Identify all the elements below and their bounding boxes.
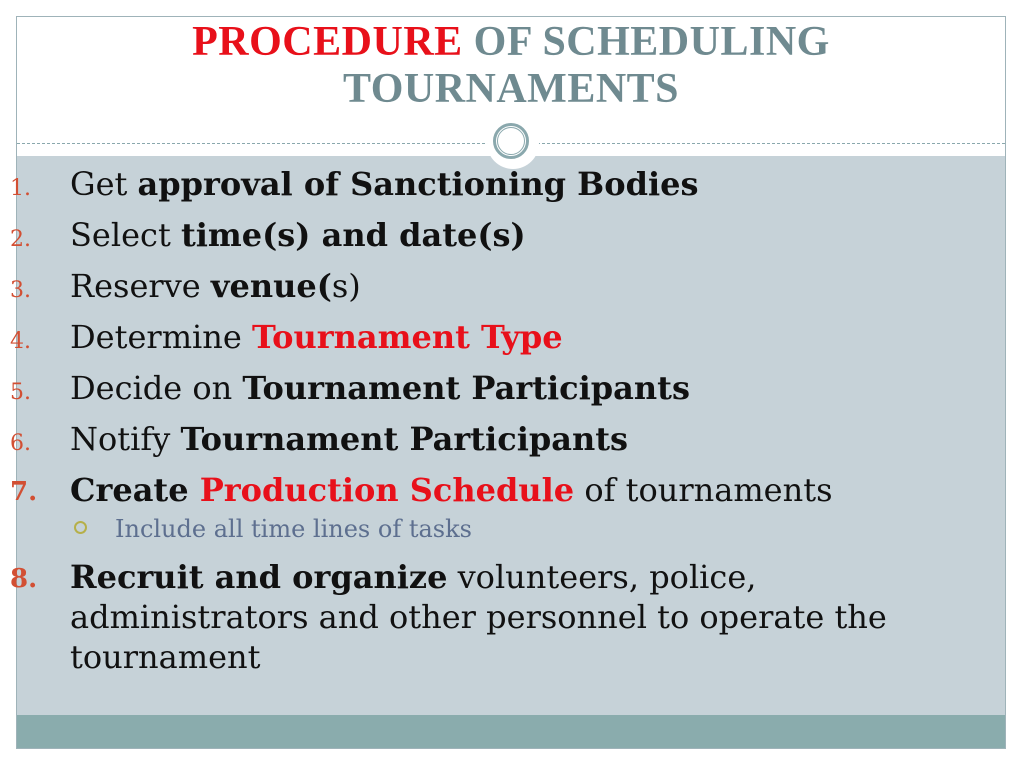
list-item-4 [0, 319, 1000, 356]
item-bold: Tournament Participants [242, 369, 690, 407]
item-text: Select [70, 216, 181, 254]
title-highlight: PROCEDURE [192, 19, 463, 65]
item-number: 8. [10, 564, 38, 594]
item-text: Decide on [70, 369, 243, 407]
item-highlight: Tournament Type [251, 318, 563, 356]
slide-title [17, 19, 1005, 113]
item-number: 6. [10, 431, 31, 456]
item-number: 3. [10, 278, 31, 303]
item-bold: Create [70, 471, 200, 509]
item-text-post: of tournaments [574, 471, 833, 509]
title-rest-line1: OF SCHEDULING [462, 19, 830, 65]
item-bold: time(s) and date(s) [180, 216, 526, 254]
list-item-7 [0, 472, 1000, 509]
item-text-post: s) [331, 267, 361, 305]
sub-item-text: Include all time lines of tasks [115, 515, 472, 543]
list-item-1 [0, 166, 1000, 203]
circle-bullet-icon [74, 521, 87, 534]
item-number: 5. [10, 380, 31, 405]
item-number: 7. [10, 477, 38, 507]
item-bold: Tournament Participants [180, 420, 629, 458]
list-item-8 [0, 557, 1000, 677]
title-line2: TOURNAMENTS [342, 66, 680, 112]
sub-list-item [0, 515, 1000, 543]
item-bold: venue( [210, 267, 332, 305]
circle-ornament-icon [487, 117, 539, 169]
list-item-6 [0, 421, 1000, 458]
item-text: Notify [70, 420, 181, 458]
item-number: 2. [10, 227, 31, 252]
list-item-5 [0, 370, 1000, 407]
bottom-band [17, 715, 1005, 748]
procedure-list [0, 166, 1000, 691]
item-text: Reserve [70, 267, 211, 305]
list-item-3 [0, 268, 1000, 305]
item-bold: Recruit and organize [70, 558, 448, 596]
item-text-post: volunteers, police, administrators and other personnel to operate the tournament [70, 558, 887, 676]
item-text: Determine [70, 318, 252, 356]
item-bold: approval of Sanctioning Bodies [137, 165, 699, 203]
item-highlight: Production Schedule [199, 471, 575, 509]
item-number: 1. [10, 176, 31, 201]
item-number: 4. [10, 329, 31, 354]
list-item-2 [0, 217, 1000, 254]
item-text: Get [70, 165, 138, 203]
